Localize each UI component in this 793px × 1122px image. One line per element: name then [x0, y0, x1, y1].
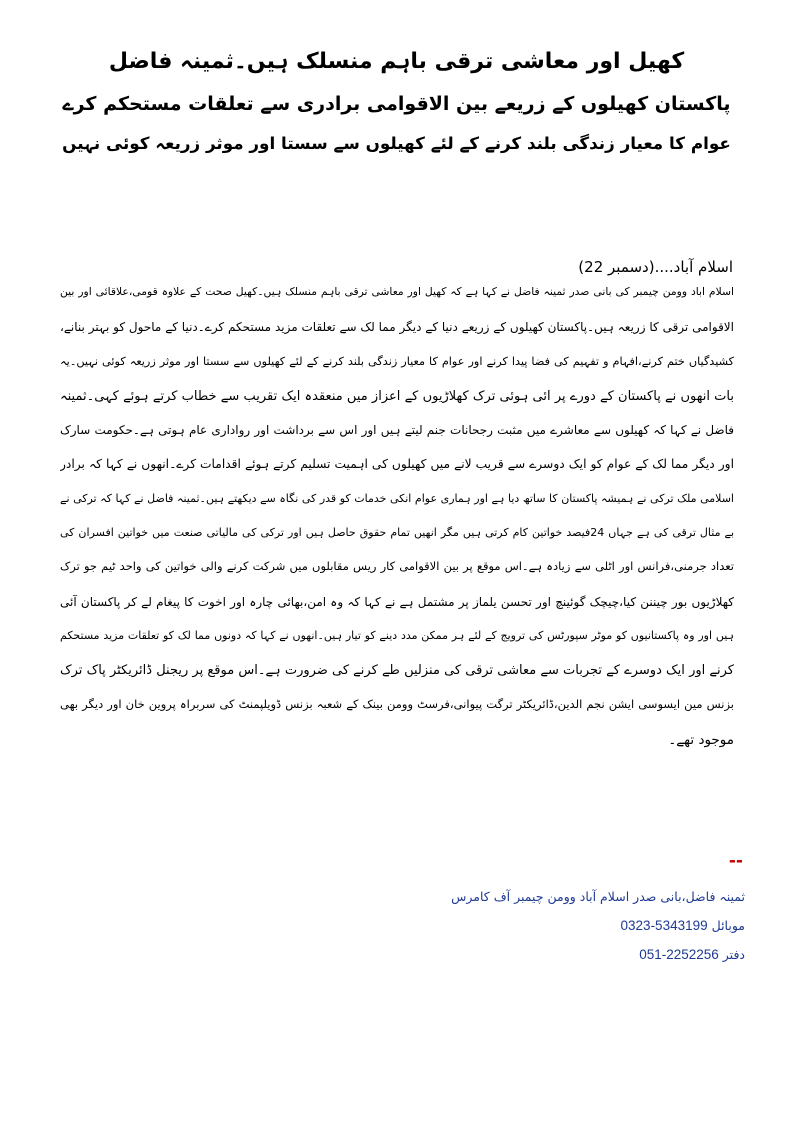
signature-separator: -- [728, 851, 743, 871]
headline-sub-1: پاکستان کھیلوں کے زریعے بین الاقوامی برادری سے تعلقات مستحکم کرے [62, 92, 731, 115]
signature-office [345, 946, 745, 975]
body-line: کشیدگیاں ختم کرنے،افہام و تفہیم کی فضا پیدا کرنے اور عوام کا معیار زندگی بلند کرنے کے لئے کھیلوں سے سستا اور موثر زریعہ کوئی نہیں۔یہ [60, 354, 734, 368]
mobile-number: 0323-5343199 [620, 918, 708, 933]
mobile-label: موبائل [711, 918, 745, 933]
signature-mobile [345, 917, 745, 946]
body-line: بے مثال ترقی کی ہے جہاں 24فیصد خواتین کام کرتی ہیں مگر انھیں تمام حقوق حاصل ہیں اور ترکی کی مالیاتی صنعت میں خواتین افسران کی [60, 526, 734, 540]
article-body [60, 286, 734, 766]
office-label: دفتر [722, 947, 745, 962]
body-line: اسلام آباد وومن چیمبر کی بانی صدر ثمینہ فاضل نے کہا ہے کہ کھیل اور معاشی ترقی باہم منسلک ہیں۔کھیل صحت کے علاوہ قومی،علاقائی اور بین [60, 286, 734, 298]
body-line: تعداد جرمنی،فرانس اور اٹلی سے زیادہ ہے۔اس موقع پر بین الاقوامی کار ریس مقابلوں میں شرکت کرنے والی خواتین کی واحد ٹیم جو ترک [60, 560, 734, 574]
body-line: الاقوامی ترقی کا زریعہ ہیں۔پاکستان کھیلوں کے زریعے دنیا کے دیگر مما لک سے تعلقات مزید مستحکم کرے۔دنیا کے ماحول کو بہتر بنانے، [60, 320, 734, 335]
headline-sub-2: عوام کا معیار زندگی بلند کرنے کے لئے کھیلوں سے سستا اور موثر زریعہ کوئی نہیں [62, 133, 731, 154]
body-line-last: موجود تھے۔ [668, 731, 734, 748]
body-line: ہیں اور وہ پاکستانیوں کو موٹر سپورٹس کی ترویج کے لئے ہر ممکن مدد دینے کو تیار ہیں۔انھوں نے کہا کہ دونوں مما لک کو تعلقات مزید مستحکم [60, 628, 734, 642]
body-line: اور دیگر مما لک کے عوام کو ایک دوسرے سے قریب لانے میں کھیلوں کی اہمیت تسلیم کرتے ہوئے اقدامات کرے۔انھوں نے کہا کہ برادر [60, 457, 734, 472]
headline-main: کھیل اور معاشی ترقی باہم منسلک ہیں۔ثمینہ فاضل [108, 49, 685, 74]
body-line: اسلامی ملک ترکی نے ہمیشہ پاکستان کا ساتھ دیا ہے اور ہماری عوام انکی خدمات کو قدر کی نگاہ سے دیکھتے ہیں۔ثمینہ فاضل نے کہا کہ ترکی نے [60, 491, 734, 505]
body-line: بات انھوں نے پاکستان کے دورے پر آئی ہوئی ترک کھلاڑیوں کے اعزاز میں منعقدہ ایک تقریب سے خطاب کرتے ہوئے کہی۔ثمینہ [60, 388, 734, 404]
body-line: فاضل نے کہا کہ کھیلوں سے معاشرے میں مثبت رجحانات جنم لیتے ہیں اور اس سے برداشت اور رواداری عام ہوتی ہے۔حکومت سارک [60, 423, 734, 438]
body-line: بزنس مین ایسوسی ایشن نجم الدین،ڈائریکٹر ترگت پیوانی،فرسٹ وومن بینک کے شعبہ بزنس ڈویلپمنٹ کی سربراہ پروین خان اور دیگر بھی [60, 697, 734, 711]
signature-name: ثمینہ فاضل،بانی صدر اسلام آباد وومن چیمبر آف کامرس [451, 889, 745, 904]
headlines [60, 48, 733, 171]
office-number: 051-2252256 [639, 947, 719, 962]
body-line: کھلاڑیوں بور چیننن کیا،چیچک گوئینچ اور تحسن یلماز پر مشتمل ہے نے کہا کہ وہ امن،بھائی چارہ اور اخوت کا پیغام لے کر پاکستان آئی [60, 594, 734, 609]
signature-block [345, 888, 745, 975]
dateline: اسلام آباد....(دسمبر 22) [578, 258, 733, 276]
body-line: کرنے اور ایک دوسرے کے تجربات سے معاشی ترقی کی منزلیں طے کرنے کی ضرورت ہے۔اس موقع پر ریجنل ڈائریکٹر پاک ترک [60, 663, 734, 679]
